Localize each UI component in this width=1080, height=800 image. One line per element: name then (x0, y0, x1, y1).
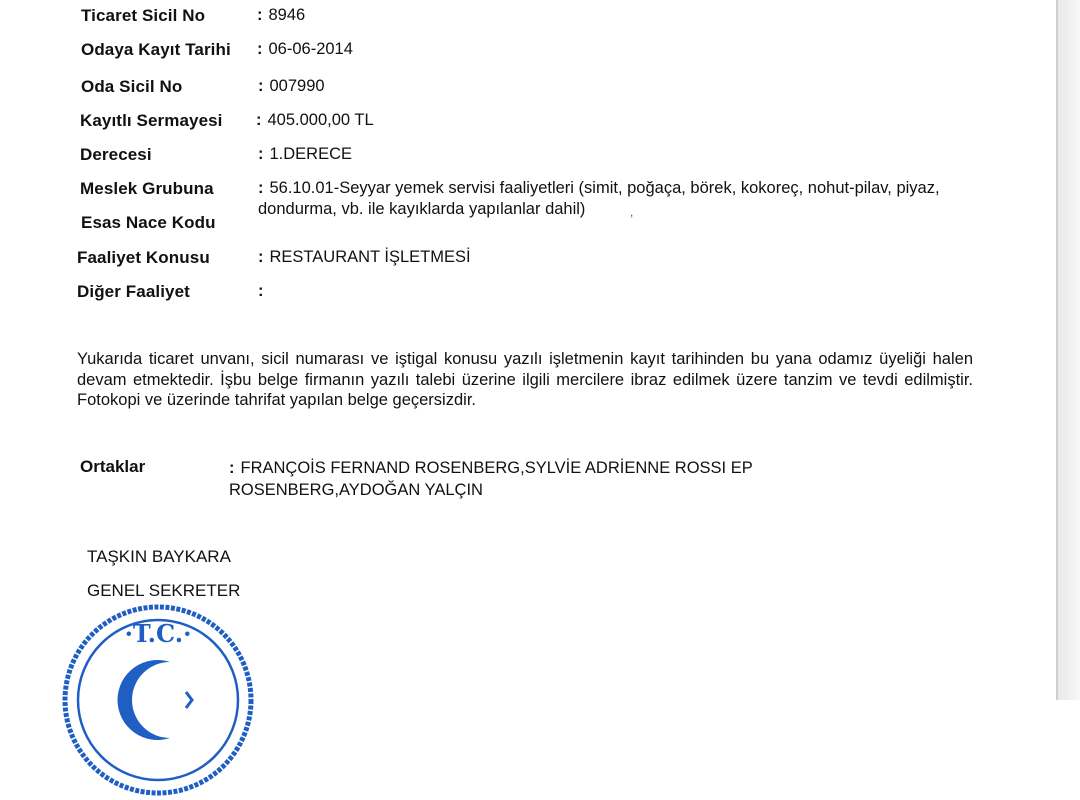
separator: : (258, 179, 264, 197)
star-icon (186, 692, 192, 708)
label-odaya-kayit-tarihi: Odaya Kayıt Tarihi (81, 40, 231, 59)
label-esas-nace-kodu: Esas Nace Kodu (81, 213, 216, 232)
label-oda-sicil-no: Oda Sicil No (81, 77, 183, 96)
value-kayitli-sermayesi (256, 111, 374, 130)
value-text: 56.10.01-Seyyar yemek servisi faaliyetleri (simit, poğaça, börek, kokoreç, nohut-pilav, piyaz, dondurma, vb. ile kayıklarda yapılanlar dahil) (258, 179, 940, 218)
value-faaliyet-konusu (258, 248, 471, 267)
label-ticaret-sicil-no: Ticaret Sicil No (81, 6, 206, 25)
value-derecesi (258, 145, 352, 164)
crescent-icon (118, 660, 170, 740)
label-derecesi: Derecesi (80, 145, 152, 164)
value-text: 06-06-2014 (268, 40, 353, 58)
value-diger-faaliyet (258, 282, 270, 301)
label-faaliyet-konusu: Faaliyet Konusu (77, 248, 210, 267)
page-edge-shadow (1058, 0, 1080, 700)
separator: : (257, 40, 263, 58)
value-text: 007990 (269, 77, 325, 95)
page-edge (1056, 0, 1058, 700)
signer-title: GENEL SEKRETER (87, 581, 241, 600)
partners-value (229, 457, 809, 501)
value-ticaret-sicil-no (257, 6, 305, 25)
stamp-text: ·T.C.· (124, 619, 192, 648)
label-diger-faaliyet: Diğer Faaliyet (77, 282, 190, 301)
partners-label: Ortaklar (80, 457, 146, 476)
label-kayitli-sermayesi: Kayıtlı Sermayesi (80, 111, 223, 130)
value-text: 1.DERECE (269, 145, 353, 163)
value-text: 8946 (268, 6, 306, 24)
separator: : (258, 248, 264, 266)
value-odaya-kayit-tarihi (257, 40, 353, 59)
separator: : (256, 111, 262, 129)
separator: : (258, 145, 264, 163)
signer-name: TAŞKIN BAYKARA (87, 547, 231, 566)
value-oda-sicil-no (258, 77, 325, 96)
separator: : (258, 77, 264, 95)
value-text: 405.000,00 TL (267, 111, 374, 129)
certification-paragraph: Yukarıda ticaret unvanı, sicil numarası ve iştigal konusu yazılı işletmenin kayıt tarihinden bu yana odamız üyeliği halen devam etmektedir. İşbu belge firmanın yazılı talebi üzerine ilgili mercilere ibraz edilmek üzere tanzim ve tevdi edilmiştir. Fotokopi ve üzerinde tahrifat yapılan belge geçersizdir. (77, 350, 973, 409)
official-stamp (58, 600, 258, 800)
separator: : (229, 459, 235, 477)
separator: : (257, 6, 263, 24)
value-meslek-grubuna (258, 178, 988, 220)
pen-mark: , (630, 205, 634, 219)
label-meslek-grubuna: Meslek Grubuna (80, 179, 214, 198)
separator: : (258, 282, 264, 300)
value-text: RESTAURANT İŞLETMESİ (269, 248, 471, 266)
partners-text: FRANÇOİS FERNAND ROSENBERG,SYLVİE ADRİENNE ROSSI EP ROSENBERG,AYDOĞAN YALÇIN (229, 459, 753, 499)
